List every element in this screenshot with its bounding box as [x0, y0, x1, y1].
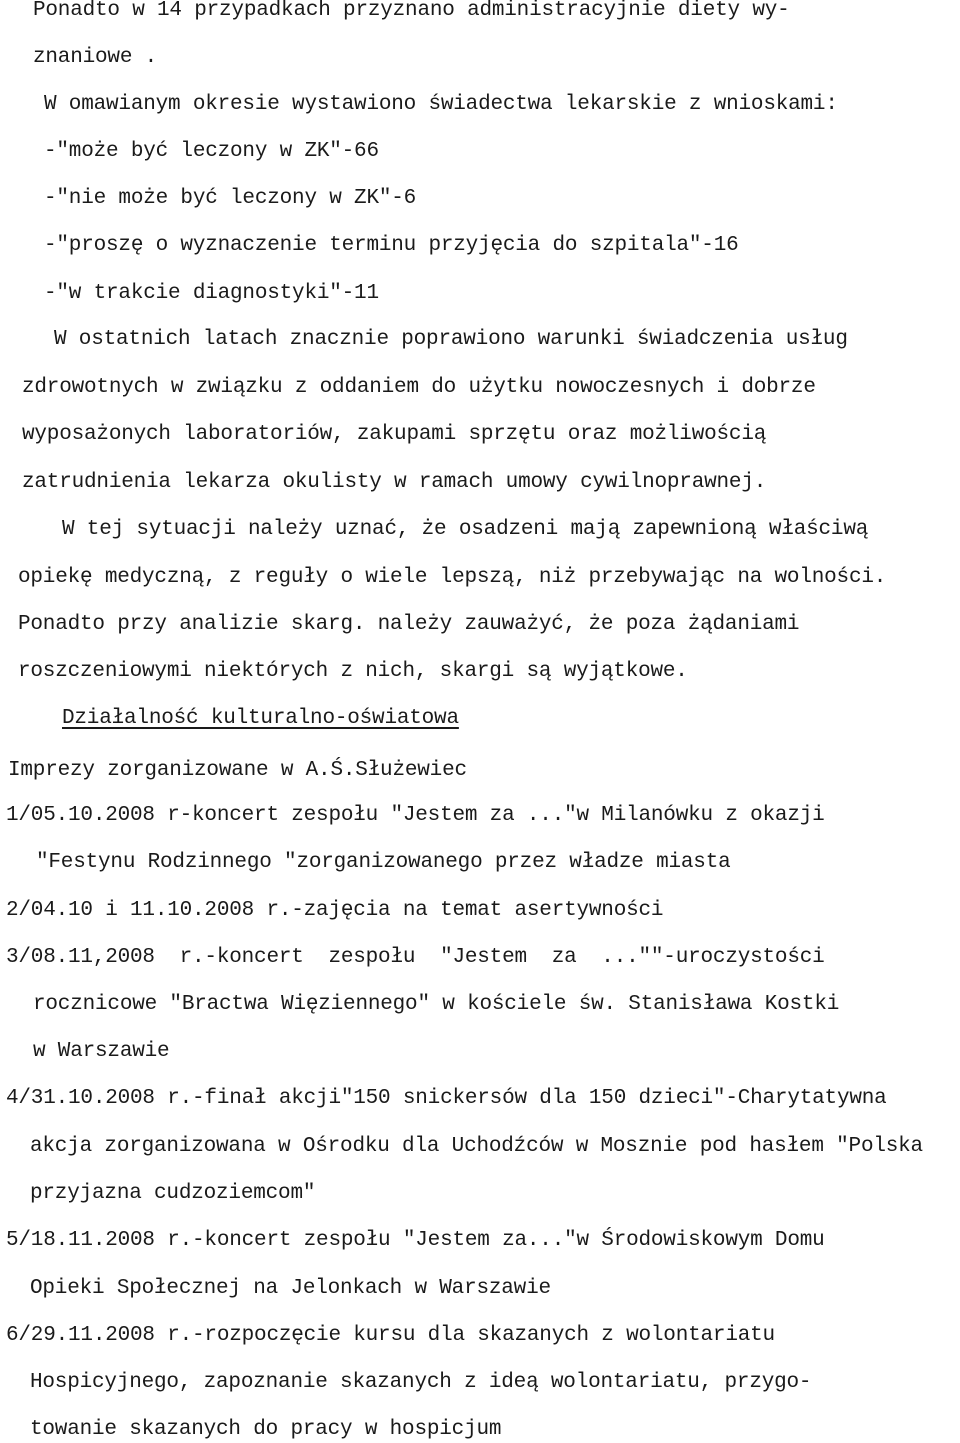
- text-line: towanie skazanych do pracy w hospicjum: [30, 1418, 502, 1441]
- text-line: znaniowe .: [33, 46, 158, 69]
- text-line: -"w trakcie diagnostyki"-11: [44, 282, 379, 305]
- text-line: opiekę medyczną, z reguły o wiele lepszą, niż przebywając na wolności.: [18, 566, 887, 589]
- text-line: -"nie może być leczony w ZK"-6: [44, 187, 417, 210]
- text-line: Opieki Społecznej na Jelonkach w Warszawie: [30, 1277, 551, 1300]
- event-line: 1/05.10.2008 r-koncert zespołu "Jestem za ..."w Milanówku z okazji: [6, 804, 825, 827]
- event-line: 3/08.11,2008 r.-koncert zespołu "Jestem za ...""-uroczystości: [6, 946, 825, 969]
- event-line: 6/29.11.2008 r.-rozpoczęcie kursu dla skazanych z wolontariatu: [6, 1324, 775, 1347]
- section-heading: Działalność kulturalno-oświatowa: [62, 707, 459, 730]
- text-line: w Warszawie: [33, 1040, 170, 1063]
- text-line: W omawianym okresie wystawiono świadectwa lekarskie z wnioskami:: [44, 93, 838, 116]
- text-line: -"proszę o wyznaczenie terminu przyjęcia do szpitala"-16: [44, 234, 739, 257]
- text-line: przyjazna cudzoziemcom": [30, 1182, 316, 1205]
- text-line: W ostatnich latach znacznie poprawiono warunki świadczenia usług: [54, 328, 848, 351]
- text-line: Hospicyjnego, zapoznanie skazanych z ideą wolontariatu, przygo-: [30, 1371, 812, 1394]
- text-line: zatrudnienia lekarza okulisty w ramach umowy cywilnoprawnej.: [22, 471, 767, 494]
- text-line: W tej sytuacji należy uznać, że osadzeni mają zapewnioną właściwą: [62, 518, 869, 541]
- text-line: roszczeniowymi niektórych z nich, skargi są wyjątkowe.: [18, 660, 688, 683]
- event-line: 5/18.11.2008 r.-koncert zespołu "Jestem za..."w Środowiskowym Domu: [6, 1229, 825, 1252]
- text-line: Ponadto przy analizie skarg. należy zauważyć, że poza żądaniami: [18, 613, 800, 636]
- event-line: 2/04.10 i 11.10.2008 r.-zajęcia na temat asertywności: [6, 899, 664, 922]
- text-line: zdrowotnych w związku z oddaniem do użytku nowoczesnych i dobrze: [22, 376, 816, 399]
- text-line: Imprezy zorganizowane w A.Ś.Służewiec: [8, 759, 467, 782]
- event-line: 4/31.10.2008 r.-finał akcji"150 snickersów dla 150 dzieci"-Charytatywna: [6, 1087, 887, 1110]
- text-line: -"może być leczony w ZK"-66: [44, 140, 379, 163]
- text-line: "Festynu Rodzinnego "zorganizowanego przez władze miasta: [36, 851, 731, 874]
- text-line: rocznicowe "Bractwa Więziennego" w kościele św. Stanisława Kostki: [33, 993, 840, 1016]
- text-line: akcja zorganizowana w Ośrodku dla Uchodźców w Mosznie pod hasłem "Polska: [30, 1135, 923, 1158]
- text-line: wyposażonych laboratoriów, zakupami sprzętu oraz możliwością: [22, 423, 767, 446]
- text-line: Ponadto w 14 przypadkach przyznano administracyjnie diety wy-: [33, 0, 790, 22]
